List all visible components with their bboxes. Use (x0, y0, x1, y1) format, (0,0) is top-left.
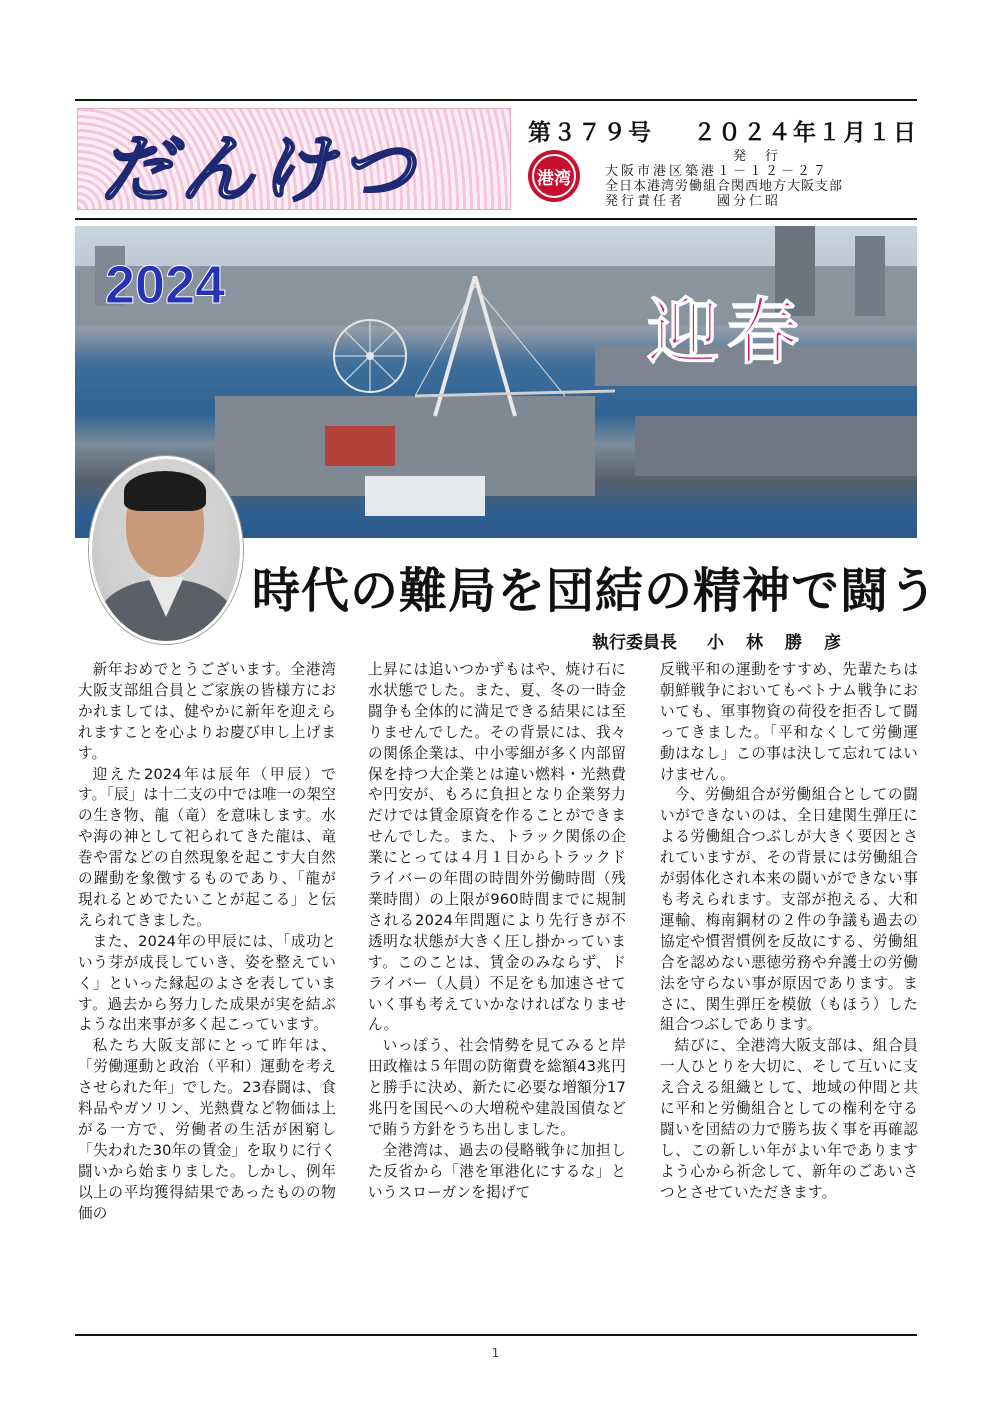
issue-number: 第３７９号 (528, 120, 653, 146)
masthead-logo (77, 108, 511, 210)
top-rule (75, 99, 917, 101)
paragraph: 私たち大阪支部にとって昨年は、「労働運動と政治（平和）運動を考えさせられた年」でした。23春闘は、食料品やガソリン、光熱費など物価は上がる一方で、労働者の生活が困窮し「失われた30年の賃金」を取りに行く闘いから始まりました。しかし、例年以上の平均獲得結果であったものの物価の (78, 1037, 336, 1222)
article-column-3 (660, 660, 918, 1204)
paragraph: 迎えた2024年は辰年（甲辰）です。「辰」は十二支の中では唯一の架空の生き物、龍（竜）を意味します。水や海の神として祀られてきた龍は、竜巻や雷などの自然現象を起こす大自然の躍動を象徴するものであり、「龍が現れるとめでたいことが起こる」と伝えられてきました。 (78, 765, 336, 929)
paragraph: 全港湾は、過去の侵略戦争に加担した反省から「港を軍港化にするな」というスローガンを掲げて (368, 1141, 626, 1201)
paragraph: 上昇には追いつかずもはや、焼け石に水状態でした。また、夏、冬の一時金闘争も全体的に満足できる結果には至りませんでした。その背景には、我々の関係企業は、中小零細が多く内部留保を持つ大企業とは違い燃料・光熱費や円安が、もろに負担となり企業努力だけでは賃金原資を作ることができませんでした。また、トラック関係の企業にとっては４月１日からトラックドライバーの年間の時間外労働時間（残業時間）の上限が960時間までに規制される2024年問題により先行きが不透明な状態が大きく圧し掛かっています。このことは、賃金のみならず、ドライバー（人員）不足をも加速させていく事も考えていかなければなりません。 (368, 661, 626, 1034)
bridge-illustration (415, 276, 615, 426)
headline: 時代の難局を団結の精神で闘う (252, 563, 939, 619)
paragraph: 新年おめでとうございます。全港湾大阪支部組合員とご家族の皆様方におかれましては、健やかに新年を迎えられますことを心よりお慶び申し上げます。 (78, 661, 336, 762)
paragraph: いっぽう、社会情勢を見てみると岸田政権は５年間の防衛費を総額43兆円と勝手に決め、新たに必要な増額分17兆円を国民への大増税や建設国債などで賄う方針をうち出しました。 (368, 1037, 626, 1138)
paragraph: 反戦平和の運動をすすめ、先輩たちは朝鮮戦争においてもベトナム戦争においても、軍事物資の荷役を拒否して闘ってきました。「平和なくして労働運動はなし」この事は決して忘れてはいけません。 (660, 661, 918, 783)
bottom-rule (75, 1334, 917, 1336)
hero-greeting: 迎春 (647, 289, 808, 374)
article-column-2 (368, 660, 626, 1204)
ferris-wheel-icon (330, 316, 410, 396)
publisher-org: 全日本港湾労働組合関西地方大阪支部 (605, 179, 844, 194)
paragraph: 結びに、全港湾大阪支部は、組合員一人ひとりを大切に、そして互いに支え合える組織として、地域の仲間と共に平和と労働組合としての権利を守る闘いを団結の力で勝ち抜く事を再確認し、この新しい年がよい年でありますよう心から祈念して、新年のごあいさつとさせていただきます。 (660, 1037, 918, 1201)
publisher-address: 大阪市港区築港１－１２－２７ (605, 164, 830, 179)
union-seal-icon (528, 150, 580, 202)
page-number: 1 (491, 1346, 500, 1360)
masthead-title: だんけつ (100, 127, 420, 210)
union-seal-text: 港湾 (532, 154, 576, 198)
masthead-rule (75, 218, 917, 220)
hero-year: 2024 (105, 255, 226, 315)
paragraph: 今、労働組合が労働組合としての闘いができないのは、全日建関生弾圧による労働組合つぶしが大きく要因とされていますが、その背景には労働組合が弱体化され本来の闘いができない事も考えられます。支部が抱える、大和運輸、梅南鋼材の２件の争議も過去の協定や慣習慣例を反故にする、労働組合を認めない悪徳労務や弁護士の労働法を守らない事が原因であります。まさに、関生弾圧を模倣（もほう）した組合つぶしであります。 (660, 786, 918, 1034)
paragraph: また、2024年の甲辰には、「成功という芽が成長していき、姿を整えていく」といった縁起のよさを表しています。過去から努力した成果が実を結ぶような出来事が多く起こっています。 (78, 932, 336, 1034)
issue-line (528, 114, 918, 147)
byline-role: 執行委員長 (592, 633, 677, 653)
publisher-label: 発 行 (732, 149, 781, 164)
publisher-responsible: 発行責任者 國分仁昭 (605, 194, 782, 209)
byline-name: 小林勝彦 (707, 633, 863, 653)
chairman-portrait (89, 456, 243, 644)
article-column-1 (78, 660, 336, 1224)
byline (592, 628, 863, 653)
issue-date: ２０２４年１月１日 (693, 120, 918, 146)
